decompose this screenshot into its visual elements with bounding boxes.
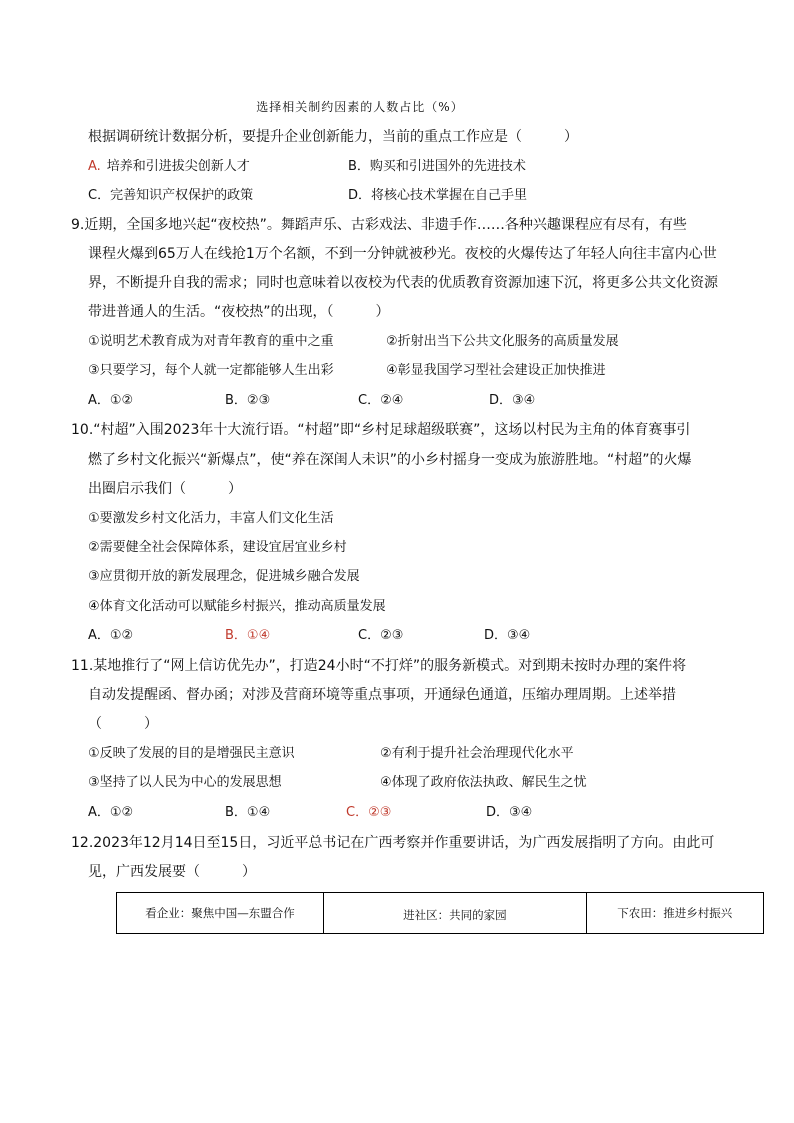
- q11-option-b: B．①④: [225, 805, 271, 820]
- q9-option-d: D．③④: [489, 393, 536, 408]
- q8-option-b: B．购买和引进国外的先进技术: [348, 159, 526, 174]
- table-cell-farmland: 下农田：推进乡村振兴: [586, 893, 763, 934]
- q10-statement-2: ②需要健全社会保障体系，建设宜居宜业乡村: [88, 540, 347, 555]
- q10-line-2: 燃了乡村文化振兴“新爆点”，使“养在深闺人未识”的小乡村摇身一变成为旅游胜地。“村超”的火爆: [88, 452, 692, 468]
- q9-statement-3: ③只要学习，每个人就一定都能够人生出彩: [88, 363, 334, 378]
- q10-statement-3: ③应贯彻开放的新发展理念，促进城乡融合发展: [88, 569, 360, 584]
- chart-caption: 选择相关制约因素的人数占比（%）: [256, 100, 464, 114]
- q9-statement-4: ④彰显我国学习型社会建设正加快推进: [386, 363, 606, 378]
- q9-option-c: C．②④: [358, 393, 404, 408]
- q8-option-a-letter: A.: [88, 159, 101, 174]
- q9-line-4: 带进普通人的生活。“夜校热”的出现，（ ）: [88, 304, 390, 320]
- q11-line-2: 自动发提醒函、督办函；对涉及营商环境等重点事项，开通绿色通道，压缩办理周期。上述举措: [88, 687, 676, 703]
- q12-line-2: 见，广西发展要（ ）: [88, 864, 256, 880]
- q10-line-1: 10.“村超”入围2023年十大流行语。“村超”即“乡村足球超级联赛”，这场以村民为主角的体育赛事引: [71, 422, 691, 438]
- q8-option-a: [88, 157, 250, 177]
- q10-line-3: 出圈启示我们（ ）: [88, 481, 242, 497]
- q11-statement-4: ④体现了政府依法执政、解民生之忧: [380, 775, 587, 790]
- q8-option-c: C．完善知识产权保护的政策: [88, 188, 254, 203]
- q9-option-b: B．②③: [225, 393, 271, 408]
- q9-option-a: A．①②: [88, 393, 134, 408]
- q11-statement-2: ②有利于提升社会治理现代化水平: [380, 746, 574, 761]
- q8-stem: 根据调研统计数据分析，要提升企业创新能力，当前的重点工作应是（ ）: [88, 129, 578, 145]
- q10-option-c: C．②③: [358, 628, 404, 643]
- q11-option-a: A．①②: [88, 805, 134, 820]
- q12-line-1: 12.2023年12月14日至15日，习近平总书记在广西考察并作重要讲话，为广西发展指明了方向。由此可: [71, 835, 715, 851]
- q9-line-3: 界，不断提升自我的需求；同时也意味着以夜校为代表的优质教育资源加速下沉，将更多公共文化资源: [88, 275, 718, 291]
- q11-statement-3: ③坚持了以人民为中心的发展思想: [88, 775, 282, 790]
- q9-statement-1: ①说明艺术教育成为对青年教育的重中之重: [88, 334, 334, 349]
- table-row: [117, 893, 764, 934]
- table-cell-community: 进社区：共同的家园: [324, 893, 586, 934]
- q10-option-d: D．③④: [484, 628, 531, 643]
- q8-option-a-text: 培养和引进拔尖创新人才: [106, 159, 250, 174]
- q11-statement-1: ①反映了发展的目的是增强民主意识: [88, 746, 295, 761]
- q10-option-a: A．①②: [88, 628, 134, 643]
- q11-line-1: 11.某地推行了“网上信访优先办”，打造24小时“不打烊”的服务新模式。对到期未按时办理的案件将: [71, 658, 687, 674]
- q9-line-2: 课程火爆到65万人在线抢1万个名额，不到一分钟就被秒光。夜校的火爆传达了年轻人向往丰富内心世: [88, 246, 717, 262]
- q8-option-d: D．将核心技术掌握在自己手里: [348, 188, 528, 203]
- q10-statement-1: ①要激发乡村文化活力，丰富人们文化生活: [88, 511, 334, 526]
- q10-statement-4: ④体育文化活动可以赋能乡村振兴，推动高质量发展: [88, 599, 386, 614]
- table-cell-enterprise: 看企业：聚焦中国—东盟合作: [117, 893, 324, 934]
- q11-option-c: C．②③: [346, 805, 392, 820]
- q11-option-d: D．③④: [486, 805, 533, 820]
- q9-line-1: 9.近期，全国多地兴起“夜校热”。舞蹈声乐、古彩戏法、非遗手作……各种兴趣课程应有尽有，有些: [71, 217, 687, 233]
- q9-statement-2: ②折射出当下公共文化服务的高质量发展: [386, 334, 619, 349]
- q12-info-table: [116, 892, 764, 934]
- q10-option-b: B．①④: [225, 628, 271, 643]
- q11-line-3: （ ）: [88, 716, 158, 732]
